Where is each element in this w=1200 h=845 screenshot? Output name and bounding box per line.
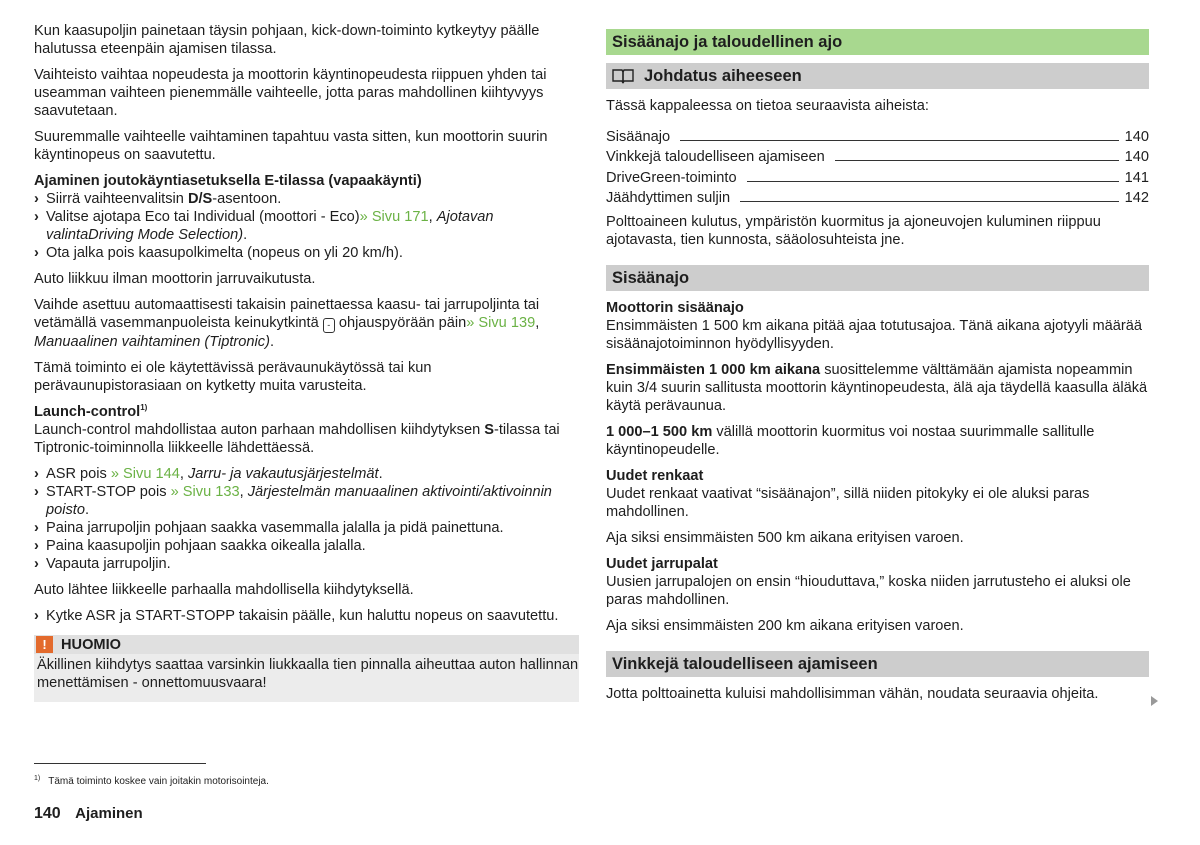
toc-item[interactable] <box>606 146 1149 167</box>
lc-step-5 <box>34 555 579 573</box>
reference-title: Jarru- ja vakautusjärjestelmät <box>187 466 379 482</box>
step-text: Paina jarrupoljin pohjaan saakka vasemmalla jalalla ja pidä painettuna. <box>46 520 504 536</box>
step-text: Ota jalka pois kaasupolkimelta (nopeus on yli 20 km/h). <box>46 245 403 261</box>
intro-heading <box>606 63 1149 89</box>
range-paragraph <box>606 423 1149 459</box>
toc-item[interactable] <box>606 187 1149 208</box>
eco-heading: Ajaminen joutokäyntiasetuksella E-tilassa (vapaakäynti) <box>34 173 422 189</box>
step-text: . <box>378 466 383 482</box>
gear-position: D/S <box>187 191 213 207</box>
page-number: 140 <box>34 805 61 822</box>
step-text: Paina kaasupoljin pohjaan saakka oikealla jalalla. <box>46 538 366 554</box>
footnote-marker: 1) <box>34 774 41 782</box>
continue-arrow-icon <box>1151 696 1158 706</box>
break-in-heading: Sisäänajo <box>606 265 1149 291</box>
lc-step-3 <box>34 519 579 537</box>
toc-title: Jäähdyttimen suljin <box>606 190 731 206</box>
eco-step-1 <box>34 190 579 208</box>
upshift-paragraph: Suuremmalle vaihteelle vaihtaminen tapahtuu vasta sitten, kun moottorin suurin käyntinopeus on saavutettu. <box>34 129 548 163</box>
step-arrow-icon: › <box>34 556 39 572</box>
step-text: ASR pois <box>46 466 111 482</box>
lc-step-2 <box>34 483 579 519</box>
engine-break-in-heading: Moottorin sisäänajo <box>606 300 744 316</box>
toc-title: Sisäänajo <box>606 128 671 145</box>
pads-text: Uusien jarrupalojen on ensin “hiouduttava,” koska niiden jarrutusteho ei aluksi ole paras mahdollinen. <box>606 574 1131 608</box>
page-link[interactable]: » Sivu 171 <box>359 209 429 225</box>
toc-page: 141 <box>1124 169 1149 186</box>
fuel-paragraph: Polttoaineen kulutus, ympäristön kuormitus ja ajoneuvojen kuluminen riippuu ajotavasta, tien kunnosta, sääolosuhteista jne. <box>606 214 1101 248</box>
toc-page: 140 <box>1124 149 1149 165</box>
tyres-text-2: Aja siksi ensimmäisten 500 km aikana erityisen varoen. <box>606 530 964 546</box>
downshift-paragraph: Vaihteisto vaihtaa nopeudesta ja moottorin käyntinopeudesta riippuen yhden tai useamman vaihteen pienemmälle vaihteelle, jotta paras mahdollinen kiihtyvyys saavutetaan. <box>34 67 547 119</box>
toc-item[interactable] <box>606 166 1149 187</box>
step-text: . <box>84 502 90 518</box>
first-1000-paragraph <box>606 361 1149 415</box>
warning-title: HUOMIO <box>61 636 121 653</box>
page-link[interactable]: » Sivu 139 <box>466 315 536 331</box>
text: -tilassa tai Tiptronic-toiminnolla liikkeelle lähdettäessä. <box>34 422 560 456</box>
emphasis: Ensimmäisten 1 000 km aikana <box>606 362 821 378</box>
step-text: -asentoon. <box>212 191 282 207</box>
step-arrow-icon: › <box>34 484 39 500</box>
tyres-heading: Uudet renkaat <box>606 468 704 484</box>
page-link[interactable]: » Sivu 144 <box>110 466 180 482</box>
step-text: , <box>239 484 248 500</box>
trailer-paragraph: Tämä toiminto ei ole käytettävissä perävaunukäytössä tai kun perävaunupistorasiaan on kytketty muita varusteita. <box>34 360 432 394</box>
table-of-contents <box>606 125 1149 207</box>
chapter-heading: Sisäänajo ja taloudellinen ajo <box>606 29 1149 55</box>
step-arrow-icon: › <box>34 209 39 225</box>
footnote-marker: 1) <box>140 403 148 413</box>
book-icon <box>612 68 634 84</box>
tips-heading: Vinkkejä taloudelliseen ajamiseen <box>606 651 1149 677</box>
engine-break-in-text: Ensimmäisten 1 500 km aikana pitää ajaa totutusajoa. Tänä aikana ajotyyli määrää sisäänajotoiminnon hyödyllisyyden. <box>606 318 1142 352</box>
step-arrow-icon: › <box>34 608 39 624</box>
warning-text: Äkillinen kiihdytys saattaa varsinkin liukkaalla tien pinnalla aiheuttaa auton hallinnan menettämisen - onnettomuusvaara! <box>34 654 579 702</box>
toc-page: 142 <box>1124 190 1149 206</box>
text: Launch-control mahdollistaa auton parhaan mahdollisen kiihdytyksen <box>34 422 485 438</box>
warning-box <box>34 635 579 702</box>
tyres-text: Uudet renkaat vaativat “sisäänajon”, sillä niiden pitokyky ei ole aluksi paras mahdollinen. <box>606 486 1090 520</box>
intro-heading-text: Johdatus aiheeseen <box>644 66 802 85</box>
text: suosittelemme välttämään ajamista nopeammin kuin 3/4 suurin sallitusta moottorin käyntinopeudesta, älä aja täydellä kaasulla äläkä käytä perävaunua. <box>606 362 1148 414</box>
pads-heading: Uudet jarrupalat <box>606 556 718 572</box>
footnote-text: Tämä toiminto koskee vain joitakin motorisointeja. <box>48 776 269 787</box>
launch-result-paragraph: Auto lähtee liikkeelle parhaalla mahdollisella kiihdytyksellä. <box>34 582 414 598</box>
reference-title: Manuaalinen vaihtaminen (Tiptronic) <box>34 334 270 350</box>
text: , <box>535 315 540 331</box>
gear-position: S <box>484 422 494 438</box>
footnote-divider <box>34 763 206 764</box>
page-link[interactable]: » Sivu 133 <box>170 484 240 500</box>
lc-step-4 <box>34 537 579 555</box>
intro-text: Tässä kappaleessa on tietoa seuraavista aiheista: <box>606 98 929 114</box>
toc-page: 140 <box>1124 128 1149 145</box>
step-arrow-icon: › <box>34 466 39 482</box>
step-text: , <box>179 466 188 482</box>
paddle-minus-icon: - <box>323 318 335 333</box>
step-text: Valitse ajotapa Eco tai Individual (moottori - Eco) <box>46 209 360 225</box>
toc-item[interactable] <box>606 125 1149 146</box>
text: Vaihde asettuu automaattisesti takaisin painettaessa kaasu- tai jarrupoljinta tai vetämällä vasemmanpuoleista keinukytkintä <box>34 297 540 331</box>
eco-step-3 <box>34 244 579 262</box>
text: välillä moottorin kuormitus voi nostaa suurimmalle sallitulle käyntinopeudelle. <box>606 424 1095 458</box>
step-text: . <box>243 227 248 243</box>
step-arrow-icon: › <box>34 245 39 261</box>
lc-step-1 <box>34 465 579 483</box>
toc-title: Vinkkejä taloudelliseen ajamiseen <box>606 149 825 165</box>
left-column <box>34 22 579 702</box>
emphasis: 1 000–1 500 km <box>606 424 713 440</box>
step-arrow-icon: › <box>34 538 39 554</box>
warning-header <box>34 635 579 654</box>
launch-control-paragraph <box>34 421 579 457</box>
section-name: Ajaminen <box>75 805 143 822</box>
launch-control-heading <box>34 403 579 421</box>
tips-text: Jotta polttoainetta kuluisi mahdollisimman vähän, noudata seuraavia ohjeita. <box>606 686 1099 702</box>
page-footer <box>34 805 143 823</box>
step-arrow-icon: › <box>34 191 39 207</box>
toc-title: DriveGreen-toiminto <box>606 169 737 186</box>
pads-text-2: Aja siksi ensimmäisten 200 km aikana erityisen varoen. <box>606 618 964 634</box>
eco-step-2 <box>34 208 579 244</box>
step-text: Siirrä vaihteenvalitsin <box>46 191 188 207</box>
no-engine-brake-paragraph: Auto liikkuu ilman moottorin jarruvaikutusta. <box>34 271 316 287</box>
step-text: Vapauta jarrupoljin. <box>46 556 171 572</box>
reference-title: Ajotavan valintaDriving Mode Selection) <box>46 209 494 243</box>
step-arrow-icon: › <box>34 520 39 536</box>
heading-text: Launch-control <box>34 404 141 420</box>
right-column <box>606 29 1149 711</box>
step-text: START-STOP pois <box>46 484 171 500</box>
kickdown-paragraph: Kun kaasupoljin painetaan täysin pohjaan, kick-down-toiminto kytkeytyy päälle halutussa eteenpäin ajamisen tilassa. <box>34 23 540 57</box>
reengage-paragraph <box>34 296 579 351</box>
final-step <box>34 607 579 625</box>
warning-icon: ! <box>36 636 53 653</box>
text: ohjauspyörään päin <box>334 315 467 331</box>
step-text: , <box>428 209 437 225</box>
step-text: Kytke ASR ja START-STOPP takaisin päälle, kun haluttu nopeus on saavutettu. <box>46 608 559 624</box>
text: . <box>269 334 274 350</box>
footnote <box>34 773 269 791</box>
reference-title: Järjestelmän manuaalinen aktivointi/aktivoinnin poisto <box>46 484 552 518</box>
